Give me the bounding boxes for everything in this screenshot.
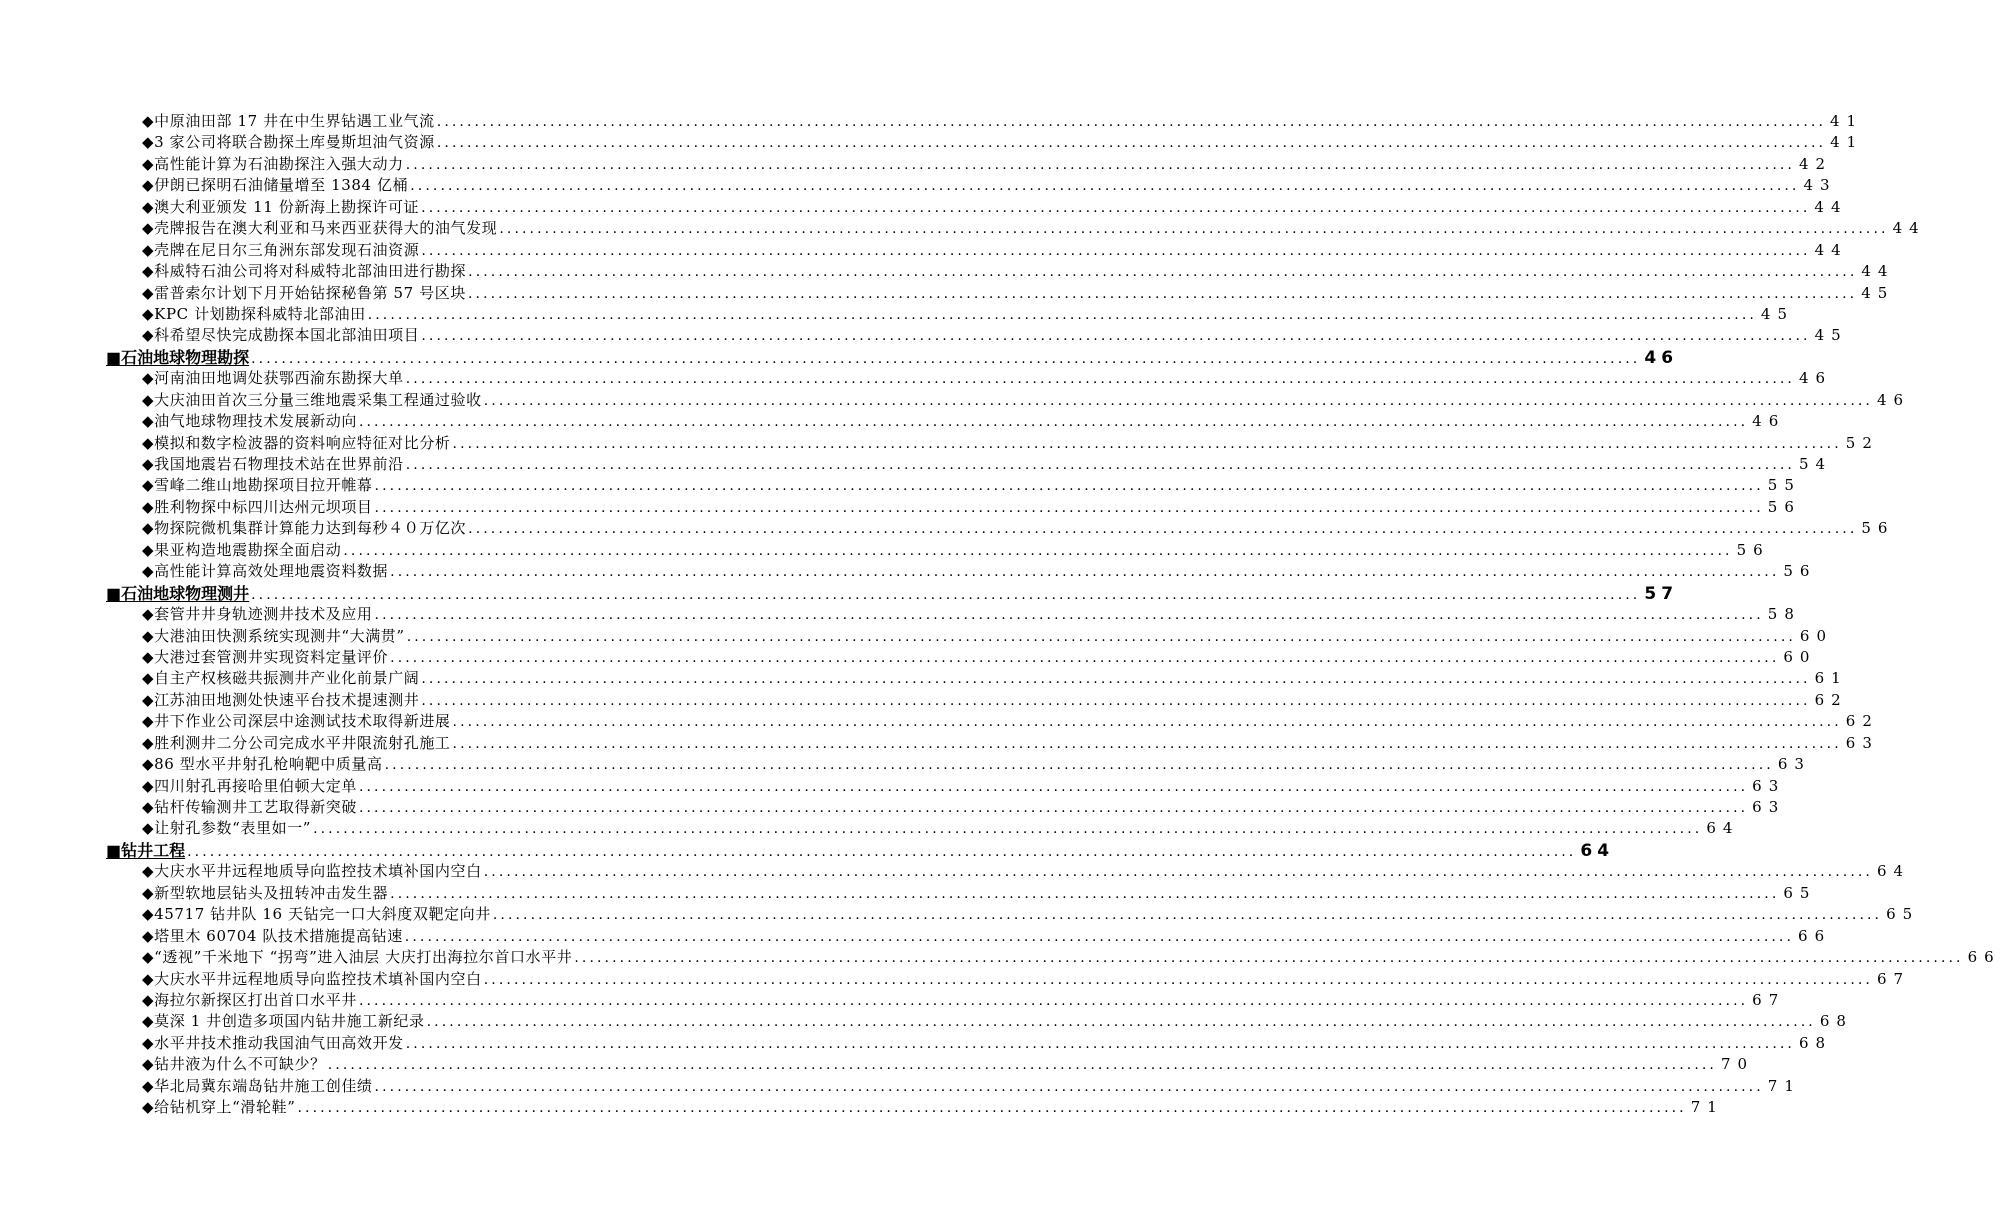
dot-leader <box>421 326 1810 347</box>
entry-title: ◆套管井井身轨迹测井技术及应用 <box>142 605 373 624</box>
toc-entry <box>106 797 1786 818</box>
toc-entry <box>106 325 1848 346</box>
dot-leader <box>375 498 1764 519</box>
entry-title: ◆钻井液为什么不可缺少？ <box>142 1055 326 1074</box>
dot-leader <box>499 219 1888 240</box>
dot-leader <box>359 798 1748 819</box>
dot-leader <box>405 927 1794 948</box>
entry-title: ◆新型软地层钻头及扭转冲击发生器 <box>142 883 389 902</box>
page-number: 65 <box>1886 905 1920 924</box>
dot-leader <box>421 241 1810 262</box>
toc-entry <box>106 1097 1724 1118</box>
toc-entry <box>106 175 1837 196</box>
page-number: 62 <box>1845 712 1879 731</box>
dot-leader <box>251 585 1640 606</box>
entry-title: ◆大港过套管测井实现资料定量评价 <box>142 647 389 666</box>
dot-leader <box>437 133 1826 154</box>
dot-leader <box>406 455 1795 476</box>
toc-entry <box>106 540 1770 561</box>
toc-entry <box>106 454 1833 475</box>
page-number: 46 <box>1798 369 1833 388</box>
entry-title: ◆井下作业公司深层中途测试技术取得新进展 <box>142 712 451 731</box>
toc-entry <box>106 132 1864 153</box>
entry-title: ◆大庆水平井远程地质导向监控技术填补国内空白 <box>142 969 482 988</box>
toc-entry <box>106 497 1801 518</box>
dot-leader <box>359 412 1748 433</box>
dot-leader <box>390 648 1779 669</box>
page-number: 56 <box>1783 562 1817 581</box>
dot-leader <box>427 1012 1816 1033</box>
dot-leader <box>390 884 1779 905</box>
toc-entry <box>106 647 1817 668</box>
page-number: 68 <box>1798 1033 1833 1052</box>
dot-leader <box>484 862 1873 883</box>
dot-leader <box>187 842 1576 863</box>
toc-section-heading <box>106 347 1679 368</box>
entry-title: ◆华北局冀东端岛钻井施工创佳绩 <box>142 1076 373 1095</box>
entry-title: ◆雷普索尔计划下月开始钻探秘鲁第 57 号区块 <box>142 283 466 302</box>
entry-title: ◆大庆油田首次三分量三维地震采集工程通过验收 <box>142 390 482 409</box>
page-number: 44 <box>1814 197 1848 216</box>
entry-title: ◆果亚构造地震勘探全面启动 <box>142 540 342 559</box>
toc-entry <box>106 1076 1801 1097</box>
page-number: 66 <box>1967 948 2001 967</box>
toc-entry <box>106 969 1911 990</box>
entry-title: ◆我国地震岩石物理技术站在世界前沿 <box>142 455 404 473</box>
entry-title: ◆钻杆传输测井工艺取得新突破 <box>142 798 357 816</box>
dot-leader <box>468 519 1857 540</box>
toc-entry <box>106 690 1848 711</box>
entry-title: ◆高性能计算为石油勘探注入强大动力 <box>142 154 404 173</box>
page-number: 70 <box>1720 1055 1755 1074</box>
toc-entry <box>106 197 1848 218</box>
dot-leader <box>453 712 1842 733</box>
toc-entry <box>106 390 1911 411</box>
page-number: 43 <box>1803 176 1837 195</box>
entry-title: ◆莫深 1 井创造多项国内钻井施工新纪录 <box>142 1012 425 1031</box>
page-number: 56 <box>1767 497 1801 516</box>
toc-entry <box>106 776 1786 797</box>
toc-entry <box>106 883 1817 904</box>
page-number: 57 <box>1644 583 1679 604</box>
toc-entry <box>106 818 1740 839</box>
toc-entry <box>106 433 1879 454</box>
page-number: 45 <box>1760 304 1795 323</box>
toc-entry <box>106 861 1911 882</box>
page-number: 60 <box>1783 647 1817 666</box>
toc-entry <box>106 518 1895 539</box>
dot-leader <box>421 669 1810 690</box>
toc-entry <box>106 754 1811 775</box>
entry-title: ◆45717 钻井队 16 天钻完一口大斜度双靶定向井 <box>142 905 491 924</box>
entry-title: ◆给钻机穿上“滑轮鞋” <box>142 1098 296 1117</box>
page-number: 65 <box>1783 883 1817 902</box>
entry-title: ◆物探院微机集群计算能力达到每秒４０万亿次 <box>142 519 467 538</box>
page-number: 41 <box>1830 133 1864 152</box>
entry-title: ◆高性能计算高效处理地震资料数据 <box>142 562 389 581</box>
toc-entry <box>106 475 1801 496</box>
dot-leader <box>359 777 1748 798</box>
dot-leader <box>406 1034 1795 1055</box>
dot-leader <box>421 691 1810 712</box>
toc-entry <box>106 411 1786 432</box>
toc-entry <box>106 1011 1853 1032</box>
page-number: 46 <box>1644 347 1679 368</box>
section-title: ■石油地球物理测井 <box>106 583 250 603</box>
entry-title: ◆水平井技术推动我国油气田高效开发 <box>142 1033 404 1052</box>
entry-title: ◆澳大利亚颁发 11 份新海上勘探许可证 <box>142 197 420 216</box>
page-number: 62 <box>1814 690 1848 709</box>
section-title: ■钻井工程 <box>106 840 186 860</box>
dot-leader <box>328 1055 1717 1076</box>
dot-leader <box>385 755 1774 776</box>
page-number: 60 <box>1799 626 1834 645</box>
toc-entry <box>106 261 1895 282</box>
dot-leader <box>437 112 1826 133</box>
toc-entry <box>106 240 1848 261</box>
dot-leader <box>407 627 1796 648</box>
toc-entry <box>106 668 1848 689</box>
entry-title: ◆河南油田地调处获鄂西渝东勘探大单 <box>142 369 404 388</box>
toc-entry <box>106 368 1833 389</box>
page-number: 41 <box>1830 112 1864 130</box>
page-number: 71 <box>1690 1098 1724 1117</box>
dot-leader <box>375 476 1764 497</box>
dot-leader <box>421 198 1810 219</box>
entry-title: ◆壳牌在尼日尔三角洲东部发现石油资源 <box>142 240 420 259</box>
page-number: 71 <box>1767 1076 1801 1095</box>
toc-section-heading <box>106 840 1615 861</box>
page-number: 52 <box>1845 433 1879 452</box>
page-number: 54 <box>1798 455 1833 473</box>
dot-leader <box>410 176 1799 197</box>
page-number: 67 <box>1876 969 1911 988</box>
page-number: 63 <box>1752 776 1786 795</box>
dot-leader <box>468 284 1857 305</box>
toc-entry <box>106 904 1920 925</box>
toc-entry <box>106 111 1864 132</box>
dot-leader <box>375 1077 1764 1098</box>
page-number: 44 <box>1814 240 1848 259</box>
page-number: 67 <box>1752 990 1786 1009</box>
entry-title: ◆大庆水平井远程地质导向监控技术填补国内空白 <box>142 862 482 881</box>
page-number: 63 <box>1845 733 1879 752</box>
page-number: 61 <box>1814 669 1848 688</box>
dot-leader <box>484 391 1873 412</box>
toc-entry <box>106 604 1801 625</box>
dot-leader <box>251 349 1640 370</box>
entry-title: ◆让射孔参数“表里如一” <box>142 819 312 838</box>
entry-title: ◆模拟和数字检波器的资料响应特征对比分析 <box>142 433 451 452</box>
entry-title: ◆中原油田部 17 井在中生界钻遇工业气流 <box>142 112 435 130</box>
entry-title: ◆3 家公司将联合勘探土库曼斯坦油气资源 <box>142 133 435 152</box>
toc-entry <box>106 283 1895 304</box>
toc-entry <box>106 733 1879 754</box>
dot-leader <box>375 605 1764 626</box>
page-number: 42 <box>1798 154 1833 173</box>
dot-leader <box>574 948 1963 969</box>
toc-entry <box>106 304 1795 325</box>
dot-leader <box>453 734 1842 755</box>
toc-entry <box>106 218 1926 239</box>
entry-title: ◆四川射孔再接哈里伯顿大定单 <box>142 776 357 795</box>
dot-leader <box>406 155 1795 176</box>
entry-title: ◆KPC 计划勘探科威特北部油田 <box>142 304 366 323</box>
page-number: 45 <box>1814 326 1848 345</box>
entry-title: ◆86 型水平井射孔枪响靶中质量高 <box>142 755 383 774</box>
entry-title: ◆伊朗已探明石油储量增至 1384 亿桶 <box>142 176 409 195</box>
toc-entry <box>106 1054 1755 1075</box>
page-number: 44 <box>1861 262 1895 281</box>
toc-entry <box>106 947 2001 968</box>
page-number: 45 <box>1861 283 1895 302</box>
toc-entry <box>106 1033 1833 1054</box>
page-number: 44 <box>1892 219 1926 238</box>
entry-title: ◆海拉尔新探区打出首口水平井 <box>142 990 357 1009</box>
entry-title: ◆胜利物探中标四川达州元坝项目 <box>142 497 373 516</box>
page-number: 58 <box>1767 605 1801 624</box>
toc-entry <box>106 154 1833 175</box>
entry-title: ◆科威特石油公司将对科威特北部油田进行勘探 <box>142 262 467 281</box>
page-number: 64 <box>1706 819 1740 838</box>
page-number: 68 <box>1819 1012 1853 1031</box>
toc-entry <box>106 990 1786 1011</box>
dot-leader <box>390 562 1779 583</box>
dot-leader <box>313 819 1702 840</box>
page-number: 64 <box>1876 862 1911 881</box>
page-number: 63 <box>1752 798 1786 816</box>
toc-entry <box>106 711 1879 732</box>
entry-title: ◆江苏油田地测处快速平台技术提速测井 <box>142 690 420 709</box>
dot-leader <box>343 541 1732 562</box>
dot-leader <box>484 970 1873 991</box>
entry-title: ◆塔里木 60704 队技术措施提高钻速 <box>142 926 403 945</box>
entry-title: ◆胜利测井二分公司完成水平井限流射孔施工 <box>142 733 451 752</box>
entry-title: ◆壳牌报告在澳大利亚和马来西亚获得大的油气发现 <box>142 219 498 238</box>
dot-leader <box>297 1098 1686 1119</box>
toc-entry <box>106 626 1834 647</box>
page-number: 56 <box>1861 519 1895 538</box>
dot-leader <box>368 305 1757 326</box>
entry-title: ◆自主产权核磁共振测井产业化前景广阔 <box>142 669 420 688</box>
toc-entry <box>106 926 1832 947</box>
page-number: 66 <box>1798 926 1832 945</box>
entry-title: ◆油气地球物理技术发展新动向 <box>142 412 357 431</box>
dot-leader <box>453 434 1842 455</box>
dot-leader <box>468 262 1857 283</box>
page-number: 64 <box>1580 840 1615 861</box>
page-number: 56 <box>1736 540 1770 559</box>
entry-title: ◆大港油田快测系统实现测井“大满贯” <box>142 626 405 645</box>
entry-title: ◆雪峰二维山地勘探项目拉开帷幕 <box>142 476 373 495</box>
entry-title: ◆“透视”千米地下 “拐弯”进入油层 大庆打出海拉尔首口水平井 <box>142 948 573 967</box>
section-title: ■石油地球物理勘探 <box>106 347 250 367</box>
page-number: 46 <box>1752 412 1786 431</box>
page-number: 46 <box>1876 390 1911 409</box>
page-number: 63 <box>1777 755 1811 774</box>
page-number: 55 <box>1767 476 1801 495</box>
toc-section-heading <box>106 583 1679 604</box>
dot-leader <box>359 991 1748 1012</box>
dot-leader <box>493 905 1882 926</box>
entry-title: ◆科希望尽快完成勘探本国北部油田项目 <box>142 326 420 345</box>
dot-leader <box>406 369 1795 390</box>
toc-entry <box>106 561 1817 582</box>
table-of-contents <box>106 111 2001 1119</box>
